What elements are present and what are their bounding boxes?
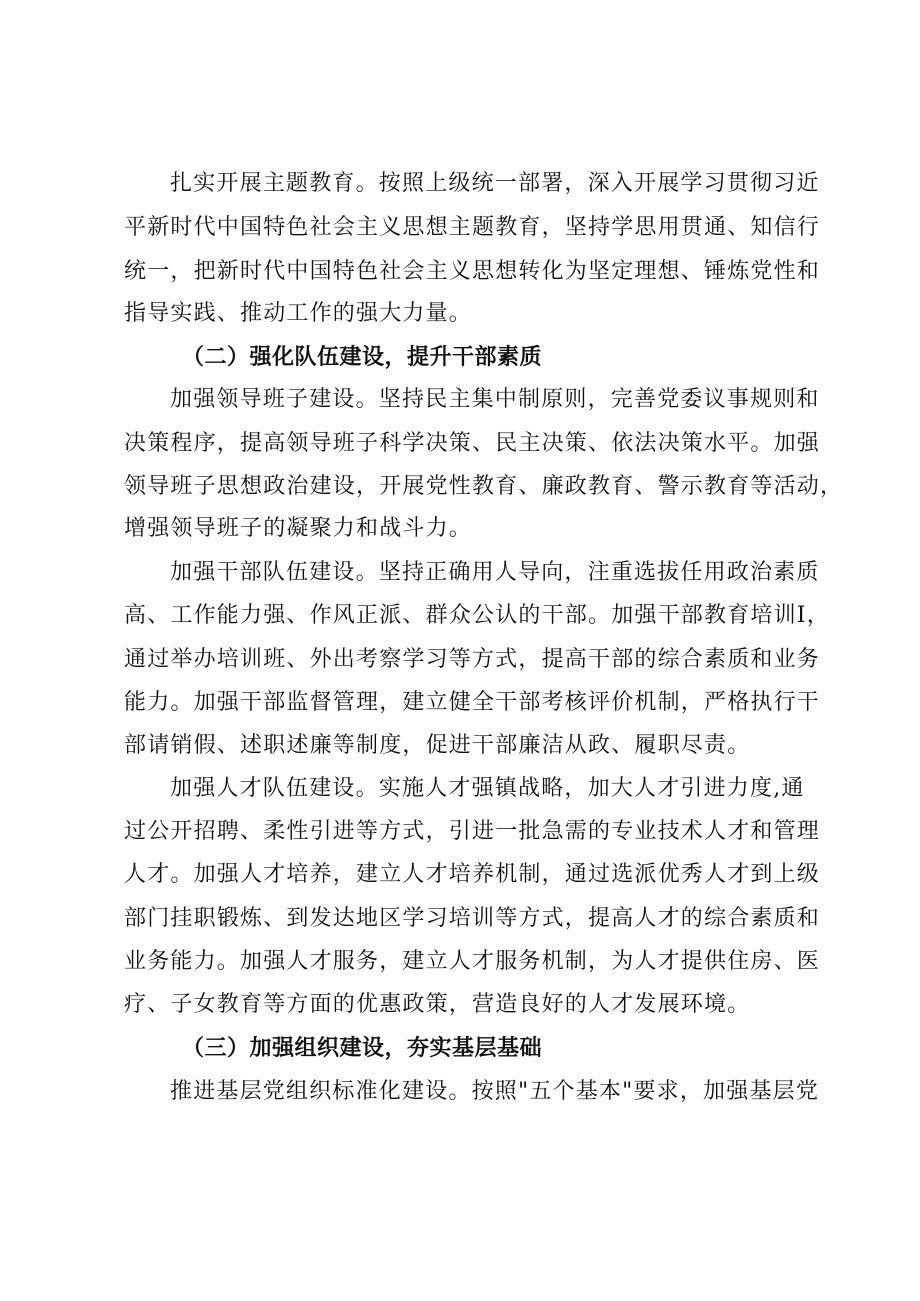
- paragraph-line: 业务能力。加强人才服务，建立人才服务机制，为人才提供住房、医: [124, 949, 821, 974]
- paragraph-line: 决策程序，提高领导班子科学决策、民主决策、依法决策水平。加强: [124, 431, 821, 456]
- paragraph-line: 增强领导班子的凝聚力和战斗力。: [124, 516, 473, 541]
- paragraph-line: 统一，把新时代中国特色社会主义思想转化为坚定理想、锤炼党性和: [124, 259, 821, 284]
- paragraph-line: 平新时代中国特色社会主义思想主题教育，坚持学思用贯通、知信行: [124, 215, 821, 240]
- paragraph-line: 人才。加强人才培养，建立人才培养机制，通过选派优秀人才到上级: [124, 862, 821, 887]
- section-heading-2: （二）强化队伍建设，提升干部素质: [182, 344, 543, 370]
- paragraph-line: 部门挂职锻炼、到发达地区学习培训等方式，提高人才的综合素质和: [124, 906, 821, 931]
- paragraph-line: 高、工作能力强、作风正派、群众公认的干部。加强干部教育培训I，: [124, 603, 830, 628]
- paragraph-line: 领导班子思想政治建设，开展党性教育、廉政教育、警示教育等活动，: [124, 474, 844, 499]
- paragraph-line: 加强人才队伍建设。实施人才强镇战略，加大人才引进力度,通: [170, 776, 805, 801]
- section-heading-3: （三）加强组织建设，夯实基层基础: [182, 1035, 543, 1061]
- paragraph-line: 过公开招聘、柔性引进等方式，引进一批急需的专业技术人才和管理: [124, 819, 821, 844]
- paragraph-line: 加强领导班子建设。坚持民主集中制原则，完善党委议事规则和: [170, 387, 820, 412]
- paragraph-line: 部请销假、述职述廉等制度，促进干部廉洁从政、履职尽责。: [124, 733, 751, 758]
- paragraph-line: 能力。加强干部监督管理，建立健全干部考核评价机制，严格执行干: [124, 690, 821, 715]
- paragraph-line: 加强干部队伍建设。坚持正确用人导向，注重选拔任用政治素质: [170, 560, 820, 585]
- paragraph-line: 通过举办培训班、外出考察学习等方式，提高干部的综合素质和业务: [124, 647, 821, 672]
- paragraph-line: 疗、子女教育等方面的优惠政策，营造良好的人才发展环境。: [124, 992, 751, 1017]
- paragraph-line: 推进基层党组织标准化建设。按照"五个基本"要求，加强基层党: [170, 1079, 820, 1104]
- paragraph-line: 指导实践、推动工作的强大力量。: [124, 301, 473, 326]
- paragraph-line: 扎实开展主题教育。按照上级统一部署，深入开展学习贯彻习近: [170, 171, 820, 196]
